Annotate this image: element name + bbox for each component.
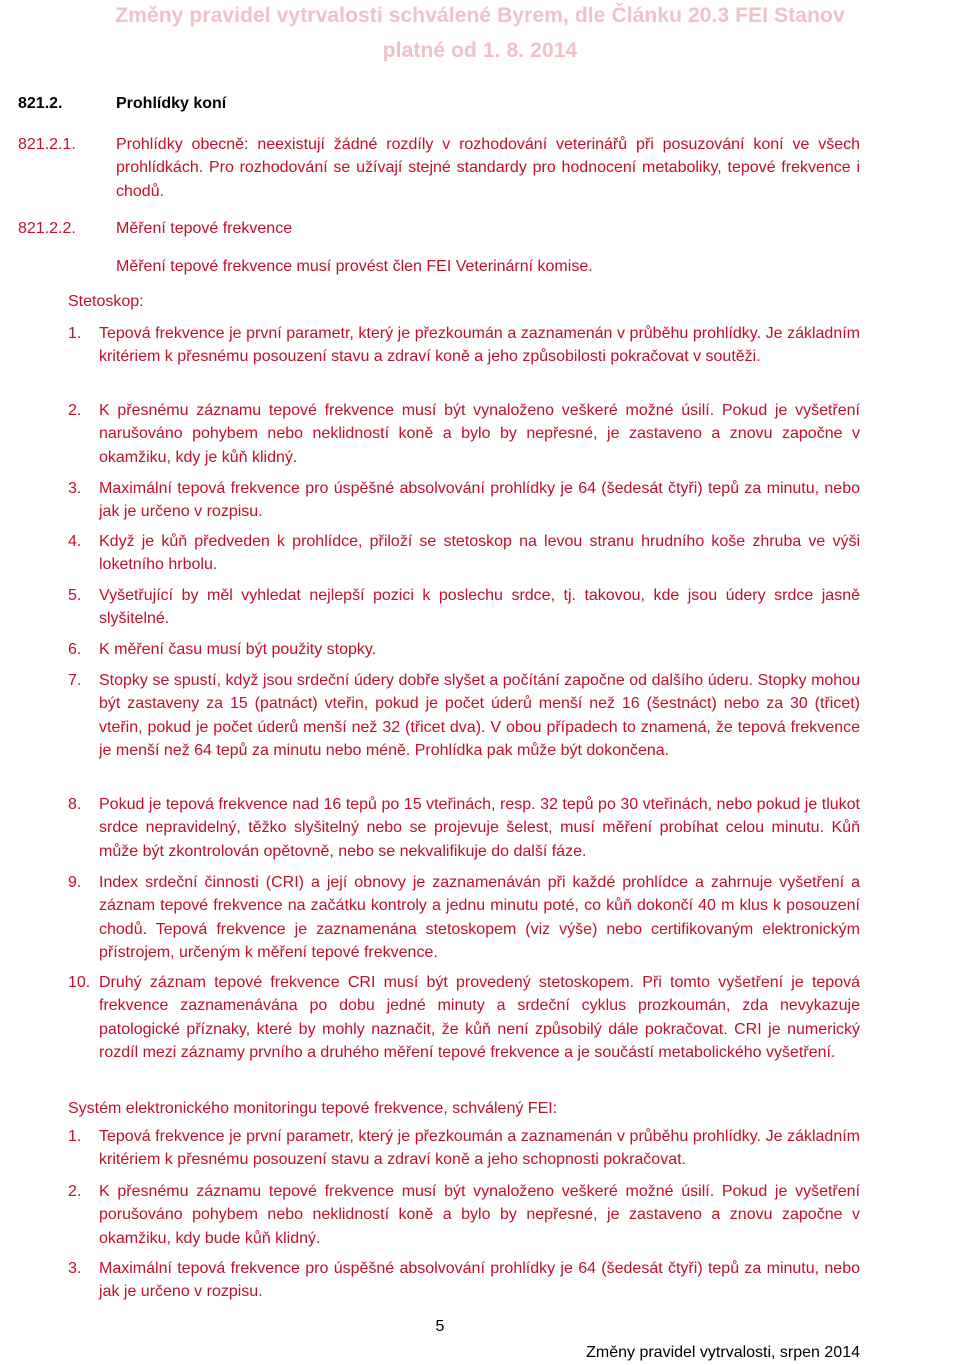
- list-item-text: Tepová frekvence je první parametr, který je přezkoumán a zaznamenán v průběhu prohlídky. Je základním kritériem k přesnému posouzení stavu a zdraví koně a jeho schopnosti pokračovat.: [99, 1128, 860, 1169]
- document-header-title: Změny pravidel vytrvalosti schválené Byrem, dle Článku 20.3 FEI Stanov: [115, 4, 845, 27]
- list-item-number: 6.: [68, 641, 82, 658]
- list-item-text: Vyšetřující by měl vyhledat nejlepší pozici k poslechu srdce, tj. takovou, kde jsou údery srdce jasně slyšitelné.: [99, 587, 860, 628]
- list-item-number: 5.: [68, 587, 82, 604]
- subsection-text: Prohlídky obecně: neexistují žádné rozdíly v rozhodování veterinářů při posuzování koní ve všech prohlídkách. Pro rozhodování se užívají stejné standardy pro hodnocení metaboliky, tepové frekvence i chodů.: [116, 136, 860, 200]
- list-item-text: Tepová frekvence je první parametr, který je přezkoumán a zaznamenán v průběhu prohlídky. Je základním kritériem k přesnému posouzení stavu a zdraví koně a jeho způsobilosti pokračovat v soutěži.: [99, 325, 860, 366]
- list-item-text: Index srdeční činnosti (CRI) a její obnovy je zaznamenáván při každé prohlídce a zahrnuje vyšetření a záznam tepové frekvence na začátku kontroly a jednu minutu poté, co kůň dokončí 40 m klus k posouzení chodů. Tepová frekvence je zaznamenána stetoskopem (viz výše) nebo certifikovaným elektronickým přístrojem, určeným k měření tepové frekvence.: [99, 874, 860, 962]
- page-number: 5: [435, 1318, 445, 1335]
- list-item-text: Druhý záznam tepové frekvence CRI musí být provedený stetoskopem. Při tomto vyšetření je tepová frekvence zaznamenávána po dobu jedné minuty a srdeční cyklus prozkoumán, zda nevykazuje patologické příznaky, které by mohly naznačit, že kůň není způsobilý dále pokračovat. CRI je numerický rozdíl mezi záznamy prvního a druhého měření tepové frekvence a je součástí metabolického vyšetření.: [99, 974, 860, 1062]
- list-item-number: 2.: [68, 1183, 82, 1200]
- electronic-monitoring-label: Systém elektronického monitoringu tepové frekvence, schválený FEI:: [68, 1100, 558, 1117]
- stethoscope-label: Stetoskop:: [68, 293, 144, 310]
- document-header-date: platné od 1. 8. 2014: [382, 39, 578, 62]
- list-item-number: 10.: [68, 974, 91, 991]
- list-item-number: 4.: [68, 533, 82, 550]
- subsection-title: Měření tepové frekvence: [116, 220, 293, 237]
- section-title: Prohlídky koní: [116, 95, 227, 112]
- subsection-number: 821.2.1.: [18, 136, 76, 153]
- subsection-subtitle: Měření tepové frekvence musí provést člen FEI Veterinární komise.: [116, 258, 593, 275]
- subsection-number: 821.2.2.: [18, 220, 76, 237]
- list-item-number: 2.: [68, 402, 82, 419]
- section-number: 821.2.: [18, 95, 63, 112]
- list-item-text: Maximální tepová frekvence pro úspěšné absolvování prohlídky je 64 (šedesát čtyři) tepů za minutu, nebo jak je určeno v rozpisu.: [99, 480, 860, 521]
- footer-text: Změny pravidel vytrvalosti, srpen 2014: [586, 1344, 860, 1361]
- list-item-text: K přesnému záznamu tepové frekvence musí být vynaloženo veškeré možné úsilí. Pokud je vyšetření narušováno pohybem nebo neklidností koně a bylo by nepřesné, je zastaveno a znovu započne v okamžiku, kdy je kůň klidný.: [99, 402, 860, 466]
- list-item-number: 3.: [68, 1260, 82, 1277]
- list-item-number: 8.: [68, 796, 82, 813]
- list-item-text: Když je kůň předveden k prohlídce, přiloží se stetoskop na levou stranu hrudního koše zhruba ve výši loketního hrbolu.: [99, 533, 860, 574]
- list-item-number: 9.: [68, 874, 82, 891]
- list-item-text: K přesnému záznamu tepové frekvence musí být vynaloženo veškeré možné úsilí. Pokud je vyšetření porušováno pohybem nebo neklidností koně a bylo by nepřesné, je zastaveno a znovu započne v okamžiku, kdy bude kůň klidný.: [99, 1183, 860, 1247]
- list-item-number: 1.: [68, 325, 82, 342]
- list-item-text: Pokud je tepová frekvence nad 16 tepů po 15 vteřinách, resp. 32 tepů po 30 vteřinách, nebo pokud je tlukot srdce nepravidelný, těžko slyšitelný nebo se projevuje šelest, musí měření probíhat celou minutu. Kůň může být zkontrolován opětovně, nebo se nekvalifikuje do další fáze.: [99, 796, 860, 860]
- list-item-text: Maximální tepová frekvence pro úspěšné absolvování prohlídky je 64 (šedesát čtyři) tepů za minutu, nebo jak je určeno v rozpisu.: [99, 1260, 860, 1301]
- list-item-number: 3.: [68, 480, 82, 497]
- list-item-text: K měření času musí být použity stopky.: [99, 641, 377, 658]
- list-item-number: 7.: [68, 672, 82, 689]
- list-item-number: 1.: [68, 1128, 82, 1145]
- list-item-text: Stopky se spustí, když jsou srdeční údery dobře slyšet a počítání započne od dalšího úderu. Stopky mohou být zastaveny za 15 (patnáct) vteřin, pokud je počet úderů menší než 16 (šestnáct) nebo za 30 (třicet) vteřin, pokud je počet úderů menší než 32 (třicet dva). V obou případech to znamená, že tepová frekvence je menší než 64 tepů za minutu nebo méně. Prohlídka pak může být dokončena.: [99, 672, 860, 760]
